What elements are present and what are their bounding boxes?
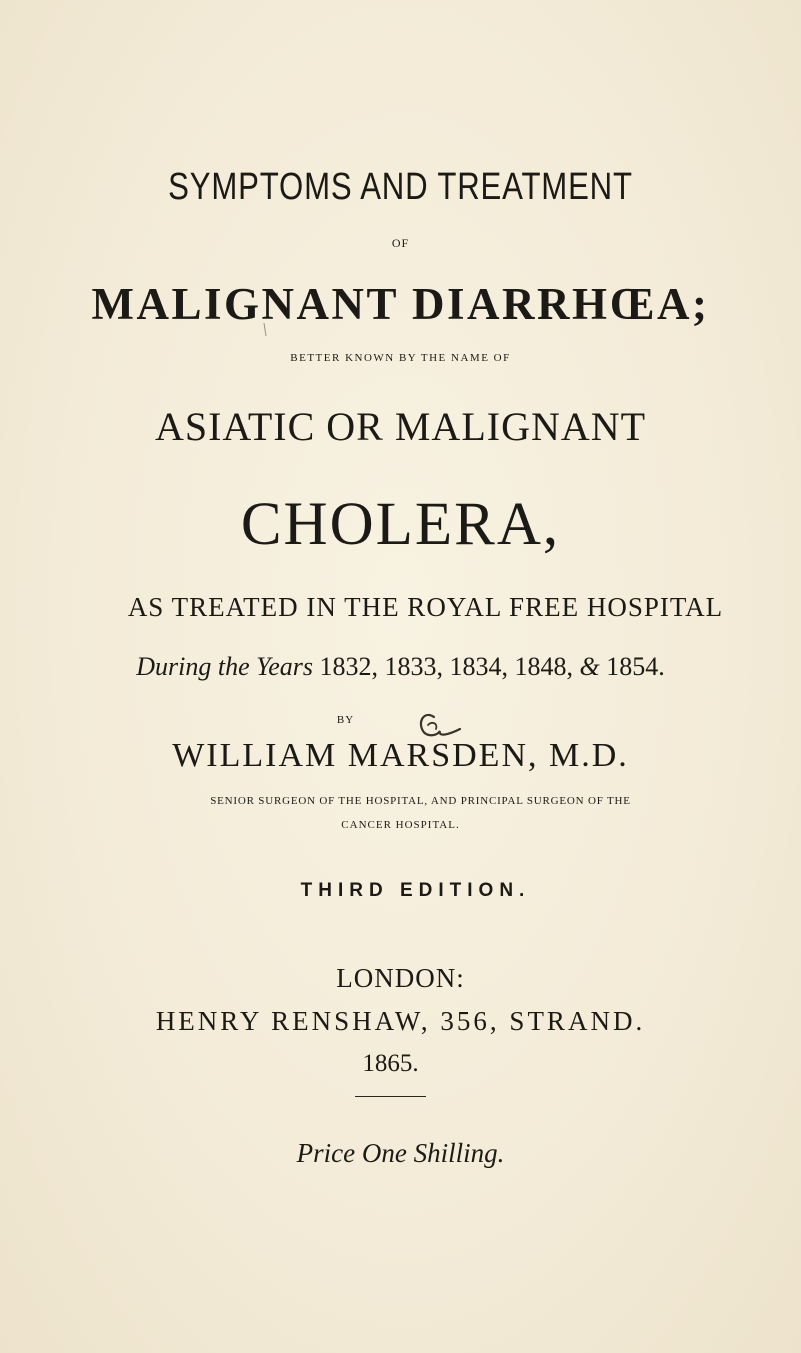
imprint-year: 1865. xyxy=(362,1050,419,1077)
imprint-place: LONDON: xyxy=(336,963,465,993)
divider-rule xyxy=(355,1096,426,1097)
dates-years: 1832, 1833, 1834, 1848, xyxy=(319,652,573,681)
title-line-royal-free-hospital: AS TREATED IN THE ROYAL FREE HOSPITAL xyxy=(127,592,724,622)
edition: THIRD EDITION. xyxy=(300,880,531,901)
dates-prefix: During the Years xyxy=(136,652,313,681)
dates-line xyxy=(0,652,801,682)
title-line-better-known: BETTER KNOWN BY THE NAME OF xyxy=(290,352,511,364)
imprint-publisher: HENRY RENSHAW, 356, STRAND. xyxy=(155,1006,646,1036)
title-line-asiatic: ASIATIC OR MALIGNANT xyxy=(154,404,647,449)
speck-mark-icon xyxy=(262,322,268,338)
dates-last: 1854. xyxy=(606,652,665,681)
handwritten-mark-icon xyxy=(414,707,466,741)
author-title-line-2: CANCER HOSPITAL. xyxy=(341,819,460,831)
title-line-malignant-diarrhoea: MALIGNANT DIARRHŒA; xyxy=(91,279,710,329)
dates-ampersand: & xyxy=(579,652,600,681)
author-name: WILLIAM MARSDEN, M.D. xyxy=(172,737,629,774)
price: Price One Shilling. xyxy=(296,1138,505,1168)
by-label: BY xyxy=(336,714,355,726)
title-line-of: OF xyxy=(391,236,410,250)
title-line-symptoms: SYMPTOMS AND TREATMENT xyxy=(168,166,633,208)
author-title-line-1: SENIOR SURGEON OF THE HOSPITAL, AND PRINCIPAL SURGEON OF THE xyxy=(210,795,631,807)
title-line-cholera: CHOLERA, xyxy=(240,491,561,558)
